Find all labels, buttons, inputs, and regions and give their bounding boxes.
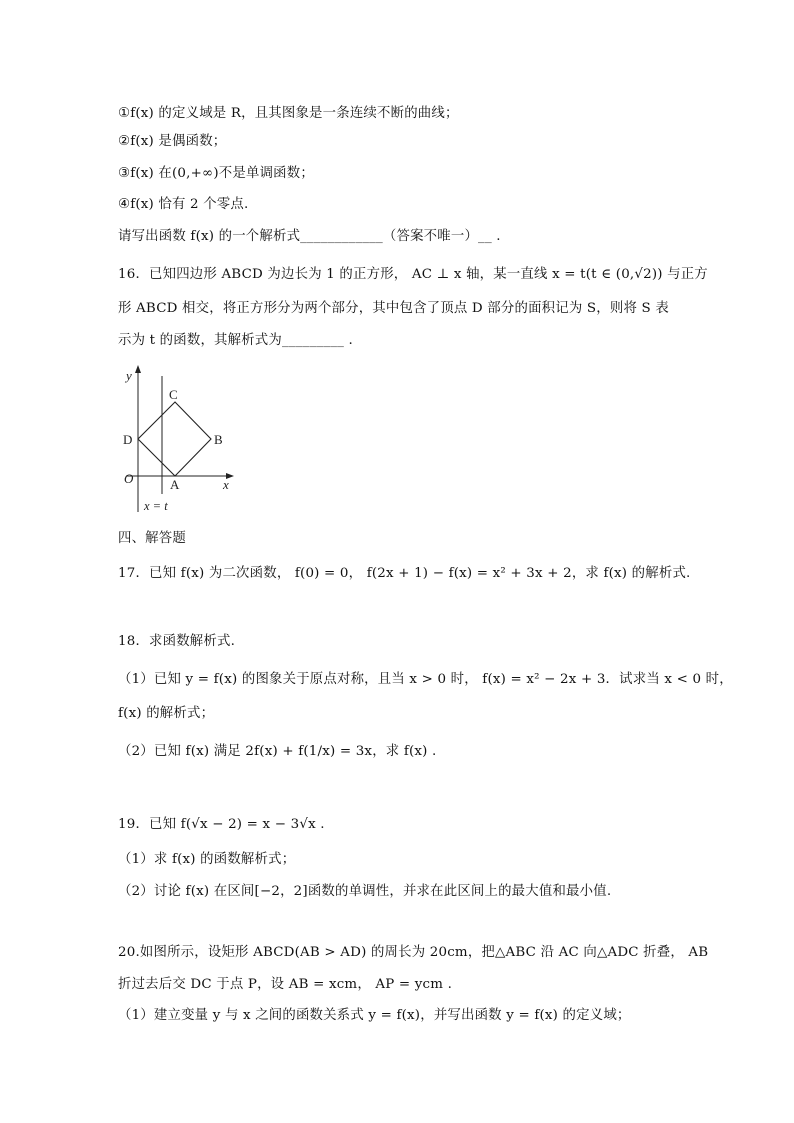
- condition-2: ②f(x) 是偶函数；: [118, 134, 227, 149]
- question-19-part-1: （1）求 f(x) 的函数解析式；: [118, 852, 296, 867]
- question-19-title: 19．已知 f(√x − 2) = x − 3√x .: [118, 817, 325, 832]
- label-o: O: [124, 471, 134, 486]
- label-b: B: [214, 432, 223, 447]
- question-20-line-1: 20.如图所示，设矩形 ABCD(AB > AD) 的周长为 20cm，把△ABC 沿 AC 向△ADC 折叠， AB: [118, 945, 709, 960]
- label-x: x: [223, 477, 229, 492]
- label-d: D: [123, 432, 133, 447]
- question-16-line-2: 形 ABCD 相交，将正方形分为两个部分，其中包含了顶点 D 部分的面积记为 S，则将 S 表: [118, 301, 669, 316]
- y-axis-arrow-icon: [135, 365, 141, 373]
- label-a: A: [170, 477, 180, 492]
- question-17: 17．已知 f(x) 为二次函数， f(0) = 0， f(2x + 1) − f(x) = x² + 3x + 2，求 f(x) 的解析式.: [118, 566, 691, 581]
- question-15-prompt: 请写出函数 f(x) 的一个解析式____________（答案不唯一）__ .: [118, 229, 501, 244]
- condition-4: ④f(x) 恰有 2 个零点.: [118, 197, 249, 212]
- question-16-line-1: 16．已知四边形 ABCD 为边长为 1 的正方形， AC ⊥ x 轴，某一直线 x = t(t ∈ (0,√2)) 与正方: [118, 267, 708, 282]
- question-20-line-2: 折过去后交 DC 于点 P，设 AB = xcm， AP = ycm .: [118, 977, 453, 992]
- question-16-line-3: 示为 t 的函数，其解析式为_________ .: [118, 333, 353, 348]
- question-18-part-1: （1）已知 y = f(x) 的图象关于原点对称，且当 x > 0 时， f(x) = x² − 2x + 3．试求当 x < 0 时，: [118, 672, 733, 687]
- question-18-part-2: （2）已知 f(x) 满足 2f(x) + f(1/x) = 3x，求 f(x) .: [118, 744, 437, 759]
- question-18-title: 18．求函数解析式.: [118, 634, 236, 649]
- question-19-part-2: （2）讨论 f(x) 在区间[−2，2]函数的单调性，并求在此区间上的最大值和最小值.: [118, 884, 612, 899]
- section-heading: 四、解答题: [118, 531, 186, 546]
- label-c: C: [169, 387, 178, 402]
- label-line-t: x = t: [144, 499, 168, 513]
- square-figure: [118, 362, 248, 520]
- square-abcd: [138, 402, 211, 476]
- label-y: y: [126, 368, 132, 383]
- condition-3: ③f(x) 在(0,+∞)不是单调函数；: [118, 166, 314, 181]
- question-20-part-1: （1）建立变量 y 与 x 之间的函数关系式 y = f(x)，并写出函数 y = f(x) 的定义域；: [118, 1008, 631, 1023]
- question-18-part-1-cont: f(x) 的解析式；: [118, 706, 215, 721]
- condition-1: ①f(x) 的定义域是 R，且其图象是一条连续不断的曲线；: [118, 106, 459, 121]
